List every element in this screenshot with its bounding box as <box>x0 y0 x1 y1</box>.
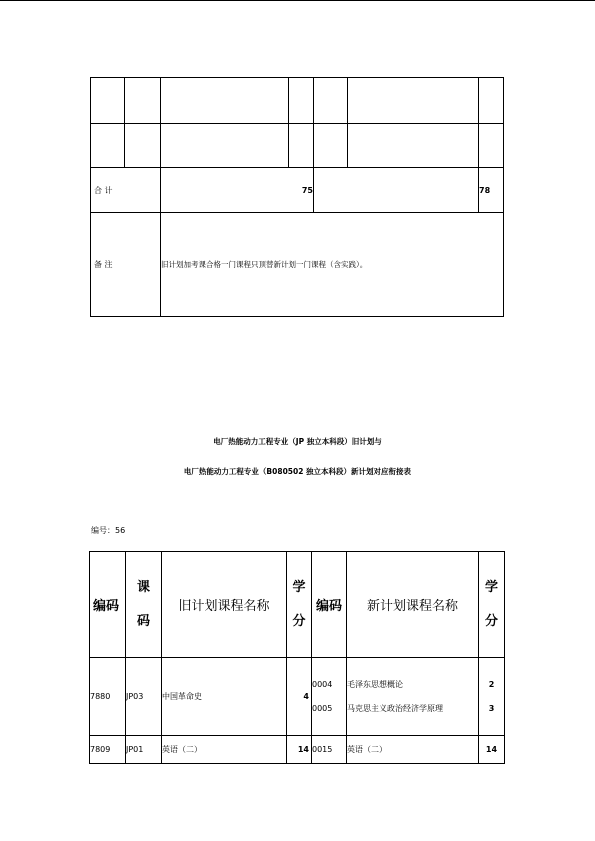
table-row <box>91 78 504 124</box>
course-code: JP01 <box>126 736 162 764</box>
header-new-name: 新计划课程名称 <box>347 552 479 658</box>
new-course-name: 英语（二） <box>347 736 479 764</box>
doc-title-line2: 电厂热能动力工程专业（B080502 独立本科段）新计划对应衔接表 <box>183 467 412 476</box>
header-new-credit-2: 分 <box>484 613 498 629</box>
header-course-code <box>126 552 162 658</box>
old-code: 7809 <box>90 736 126 764</box>
header-old-credit-2: 分 <box>292 613 306 629</box>
new-credit: 2 <box>488 679 495 689</box>
new-course-names <box>347 658 479 736</box>
header-course-code-1: 课 <box>136 579 150 595</box>
doc-number: 编号：56 <box>91 526 126 535</box>
note-label: 备 注 <box>91 213 161 317</box>
course-code: JP03 <box>126 658 162 736</box>
new-course-name: 毛泽东思想概论 <box>347 679 403 689</box>
top-rule <box>0 0 595 1</box>
table-row <box>90 736 505 764</box>
total-label: 合 计 <box>91 168 161 213</box>
note-text: 旧计划加考课合格一门课程只顶替新计划一门课程（含实践）。 <box>161 213 504 317</box>
new-code: 0005 <box>312 703 333 713</box>
total-old-credits: 75 <box>161 168 314 213</box>
old-course-name: 中国革命史 <box>162 658 287 736</box>
new-credit: 3 <box>488 703 495 713</box>
total-row <box>91 168 504 213</box>
header-old-credit-1: 学 <box>292 579 306 595</box>
old-code: 7880 <box>90 658 126 736</box>
header-row <box>90 552 505 658</box>
old-course-name: 英语（二） <box>162 736 287 764</box>
header-old-credit <box>287 552 312 658</box>
table-row <box>90 658 505 736</box>
new-credits <box>479 658 505 736</box>
new-code: 0015 <box>312 736 347 764</box>
new-code: 0004 <box>312 679 333 689</box>
note-row <box>91 213 504 317</box>
header-new-credit <box>479 552 505 658</box>
new-course-name: 马克思主义政治经济学原理 <box>347 703 443 713</box>
mapping-table <box>89 551 505 764</box>
header-new-credit-1: 学 <box>484 579 498 595</box>
total-new-credits: 78 <box>479 168 504 213</box>
header-old-code: 编码 <box>90 552 126 658</box>
header-new-code: 编码 <box>312 552 347 658</box>
new-codes <box>312 658 347 736</box>
old-credit: 4 <box>287 658 312 736</box>
continuation-table <box>90 77 504 317</box>
header-course-code-2: 码 <box>136 613 150 629</box>
old-credit: 14 <box>287 736 312 764</box>
header-old-name: 旧计划课程名称 <box>162 552 287 658</box>
doc-title-line1: 电厂热能动力工程专业（JP 独立本科段）旧计划与 <box>213 437 382 446</box>
new-credit: 14 <box>479 736 505 764</box>
table-row <box>91 124 504 168</box>
